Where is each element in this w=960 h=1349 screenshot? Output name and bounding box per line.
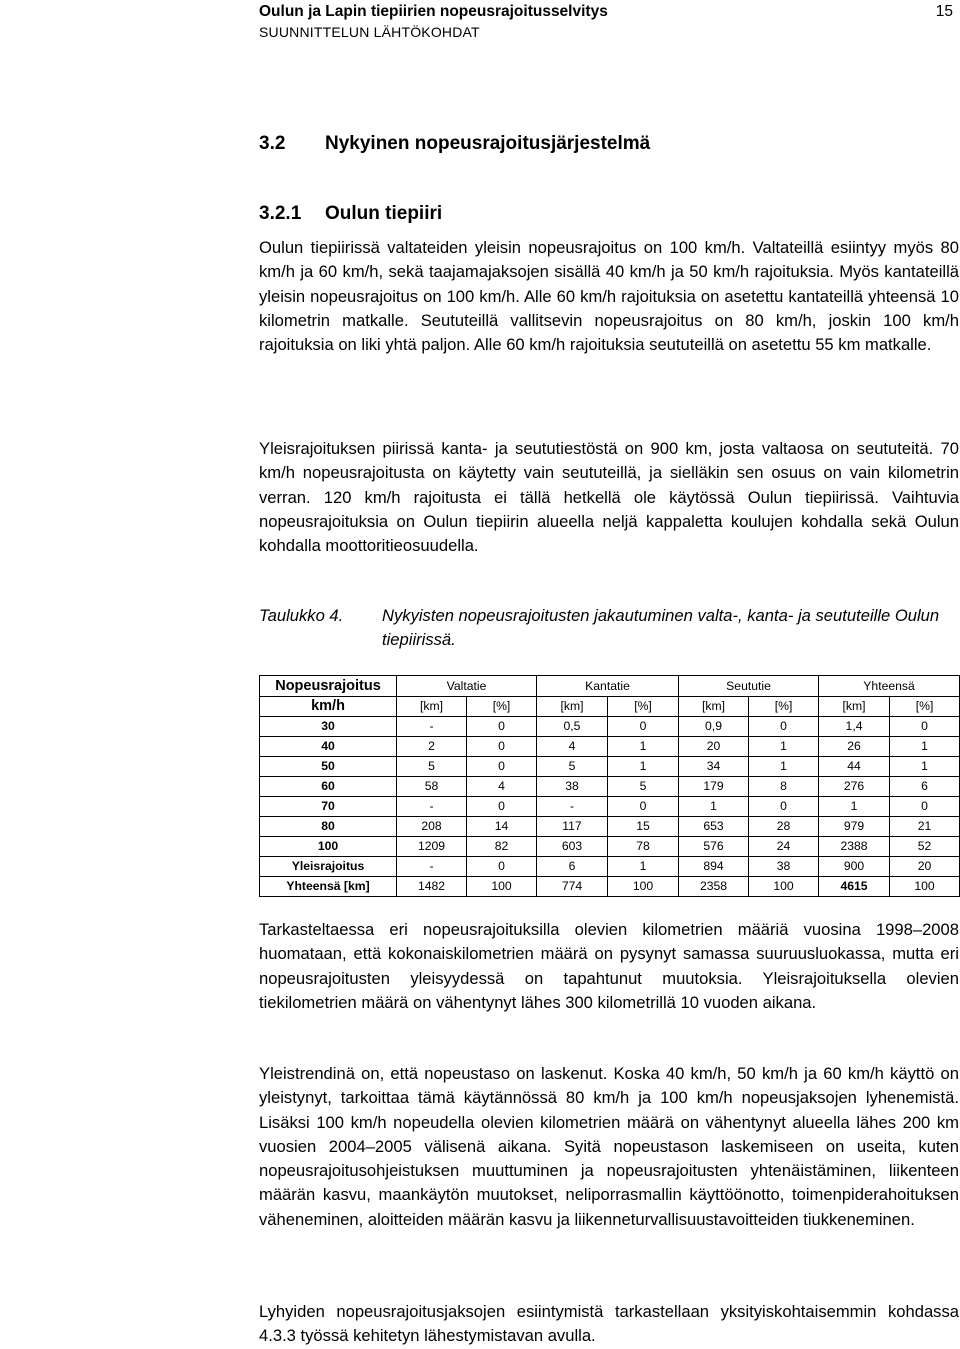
- table-caption-label: Taulukko 4.: [259, 606, 344, 625]
- section-heading: [259, 133, 650, 155]
- page-header: [259, 0, 959, 60]
- table-body: [260, 717, 960, 897]
- table-cell: 26: [819, 737, 890, 757]
- table-cell: 5: [537, 757, 608, 777]
- table-cell: -: [537, 797, 608, 817]
- page-number: 15: [935, 3, 953, 20]
- table-cell: 653: [679, 817, 749, 837]
- table-corner-header: Nopeusrajoitus: [260, 676, 397, 697]
- table-cell: 2: [397, 737, 467, 757]
- table-cell: 117: [537, 817, 608, 837]
- table-cell: 1,4: [819, 717, 890, 737]
- table-cell: 2358: [679, 877, 749, 897]
- table-cell: 1: [679, 797, 749, 817]
- table-cell: 1209: [397, 837, 467, 857]
- table-cell: 1: [749, 737, 819, 757]
- table-cell: 100: [749, 877, 819, 897]
- table-caption-text: Nykyisten nopeusrajoitusten jakautuminen valta-, kanta- ja seututeille Oulun tiepiirissä.: [382, 606, 940, 649]
- table-cell: 2388: [819, 837, 890, 857]
- table-cell: 14: [467, 817, 537, 837]
- table-cell: 0: [467, 757, 537, 777]
- table-row: [260, 797, 960, 817]
- table-cell: 179: [679, 777, 749, 797]
- unit-header: [km]: [397, 697, 467, 717]
- row-label: 100: [260, 837, 397, 857]
- table-cell: 0: [608, 717, 679, 737]
- table-cell: 4615: [819, 877, 890, 897]
- column-group-header: Seututie: [679, 676, 819, 697]
- table-cell: 5: [397, 757, 467, 777]
- table-cell: 44: [819, 757, 890, 777]
- row-label: 70: [260, 797, 397, 817]
- table-cell: 603: [537, 837, 608, 857]
- unit-header: [%]: [890, 697, 960, 717]
- table-row: [260, 877, 960, 897]
- table-units-row: [260, 697, 960, 717]
- unit-header: [%]: [608, 697, 679, 717]
- table-cell: 20: [679, 737, 749, 757]
- table-cell: 0: [467, 717, 537, 737]
- table-corner-unit: km/h: [260, 697, 397, 717]
- table-cell: 0: [890, 797, 960, 817]
- document-title: Oulun ja Lapin tiepiirien nopeusrajoitusselvitys: [259, 3, 608, 20]
- table-cell: -: [397, 797, 467, 817]
- table-cell: 6: [537, 857, 608, 877]
- table-cell: 894: [679, 857, 749, 877]
- table-row: [260, 857, 960, 877]
- column-group-header: Kantatie: [537, 676, 679, 697]
- table-cell: 24: [749, 837, 819, 857]
- table-cell: 1: [890, 757, 960, 777]
- table-cell: 58: [397, 777, 467, 797]
- table-cell: 82: [467, 837, 537, 857]
- paragraph: Tarkasteltaessa eri nopeusrajoituksilla olevien kilometrien määriä vuosina 1998–2008 huomataan, että kokonaiskilometrien määrä on pysynyt samassa suuruusluokassa, mutta eri nopeusrajoitusten yleisyydessä on tapahtunut muutoksia. Yleisrajoituksella olevien tiekilometrien määrä on vähentynyt lähes 300 kilometrillä 10 vuoden aikana.: [259, 920, 959, 1012]
- section-number: 3.2: [259, 133, 286, 154]
- chapter-subtitle: SUUNNITTELUN LÄHTÖKOHDAT: [259, 24, 480, 40]
- row-label: Yleisrajoitus: [260, 857, 397, 877]
- table-cell: 20: [890, 857, 960, 877]
- table-cell: 1482: [397, 877, 467, 897]
- unit-header: [%]: [467, 697, 537, 717]
- table-cell: 15: [608, 817, 679, 837]
- table-cell: 4: [537, 737, 608, 757]
- paragraph: Lyhyiden nopeusrajoitusjaksojen esiintymistä tarkastellaan yksityiskohtaisemmin kohdassa 4.3.3 työssä kehitetyn lähestymistavan avulla.: [259, 1302, 959, 1346]
- table-cell: 0: [467, 797, 537, 817]
- row-label: 60: [260, 777, 397, 797]
- table-cell: 0: [890, 717, 960, 737]
- table-cell: 8: [749, 777, 819, 797]
- table-cell: 1: [819, 797, 890, 817]
- subsection-heading: [259, 203, 442, 225]
- row-label: 40: [260, 737, 397, 757]
- unit-header: [km]: [819, 697, 890, 717]
- table-cell: 78: [608, 837, 679, 857]
- table-cell: 21: [890, 817, 960, 837]
- table-cell: 0: [467, 857, 537, 877]
- speed-limit-table: [259, 675, 960, 897]
- paragraph: Yleistrendinä on, että nopeustaso on laskenut. Koska 40 km/h, 50 km/h ja 60 km/h käyttö on yleistynyt, tarkoittaa tämä käytännössä 80 km/h ja 100 km/h nopeusjaksojen lyhenemistä. Lisäksi 100 km/h nopeudella olevien kilometrien määrä on vähentynyt alueella lähes 200 km vuosien 2004–2005 välisenä aikana. Syitä nopeustason laskemiseen on useita, kuten nopeusrajoitusohjeistuksen muuttuminen ja nopeusrajoitusten yhtenäistäminen, liikenteen määrän kasvu, maankäytön muutokset, neliporrasmallin käyttöönotto, toimenpiderahoituksen väheneminen, aloitteiden määrän kasvu ja liikenneturvallisuustavoitteiden tiukkeneminen.: [259, 1064, 959, 1229]
- table-cell: 0,9: [679, 717, 749, 737]
- unit-header: [km]: [679, 697, 749, 717]
- paragraph: Oulun tiepiirissä valtateiden yleisin nopeusrajoitus on 100 km/h. Valtateillä esiintyy myös 80 km/h ja 60 km/h, sekä taajamajaksojen sisällä 40 km/h ja 50 km/h rajoituksia. Myös kantateillä yleisin nopeusrajoitus on 100 km/h. Alle 60 km/h rajoituksia on asetettu kantateillä yhteensä 10 kilometrin matkalle. Seututeillä vallitsevin nopeusrajoitus on 80 km/h, joskin 100 km/h rajoituksia on liki yhtä paljon. Alle 60 km/h rajoituksia seututeillä on asetettu 55 km matkalle.: [259, 238, 959, 355]
- table-cell: 1: [608, 857, 679, 877]
- table-header-row: [260, 676, 960, 697]
- row-label: 50: [260, 757, 397, 777]
- column-group-header: Valtatie: [397, 676, 537, 697]
- table-cell: 0: [749, 717, 819, 737]
- table-cell: 276: [819, 777, 890, 797]
- table-cell: 1: [608, 757, 679, 777]
- table-cell: 576: [679, 837, 749, 857]
- table-cell: 6: [890, 777, 960, 797]
- table-cell: 0: [608, 797, 679, 817]
- paragraph: Yleisrajoituksen piirissä kanta- ja seututiestöstä on 900 km, josta valtaosa on seututeitä. 70 km/h nopeusrajoitusta on käytetty vain seututeillä, ja sielläkin sen osuus on vain kilometrin verran. 120 km/h rajoitusta ei tällä hetkellä ole käytössä Oulun tiepiirissä. Vaihtuvia nopeusrajoituksia on Oulun tiepiirin alueella neljä kappaletta koulujen kohdalla sekä Oulun kohdalla moottoritieosuudella.: [259, 439, 959, 556]
- row-label: 80: [260, 817, 397, 837]
- table-cell: 979: [819, 817, 890, 837]
- table-cell: 38: [749, 857, 819, 877]
- table-row: [260, 837, 960, 857]
- subsection-title: Oulun tiepiiri: [325, 203, 443, 224]
- table-cell: 100: [890, 877, 960, 897]
- table-row: [260, 777, 960, 797]
- table-cell: 5: [608, 777, 679, 797]
- table-cell: 0,5: [537, 717, 608, 737]
- table-cell: 100: [608, 877, 679, 897]
- subsection-number: 3.2.1: [259, 203, 302, 224]
- table-cell: 1: [890, 737, 960, 757]
- row-label: Yhteensä [km]: [260, 877, 397, 897]
- table-row: [260, 817, 960, 837]
- table-cell: -: [397, 717, 467, 737]
- table-row: [260, 737, 960, 757]
- section-title: Nykyinen nopeusrajoitusjärjestelmä: [325, 133, 651, 154]
- table-cell: -: [397, 857, 467, 877]
- table-cell: 208: [397, 817, 467, 837]
- table-row: [260, 757, 960, 777]
- table-cell: 4: [467, 777, 537, 797]
- table-cell: 0: [467, 737, 537, 757]
- row-label: 30: [260, 717, 397, 737]
- table-cell: 1: [608, 737, 679, 757]
- table-cell: 900: [819, 857, 890, 877]
- table-cell: 0: [749, 797, 819, 817]
- table-cell: 34: [679, 757, 749, 777]
- table-cell: 52: [890, 837, 960, 857]
- unit-header: [km]: [537, 697, 608, 717]
- table-cell: 28: [749, 817, 819, 837]
- table-cell: 1: [749, 757, 819, 777]
- table-row: [260, 717, 960, 737]
- column-group-header: Yhteensä: [819, 676, 960, 697]
- table-cell: 100: [467, 877, 537, 897]
- unit-header: [%]: [749, 697, 819, 717]
- table-cell: 38: [537, 777, 608, 797]
- table-cell: 774: [537, 877, 608, 897]
